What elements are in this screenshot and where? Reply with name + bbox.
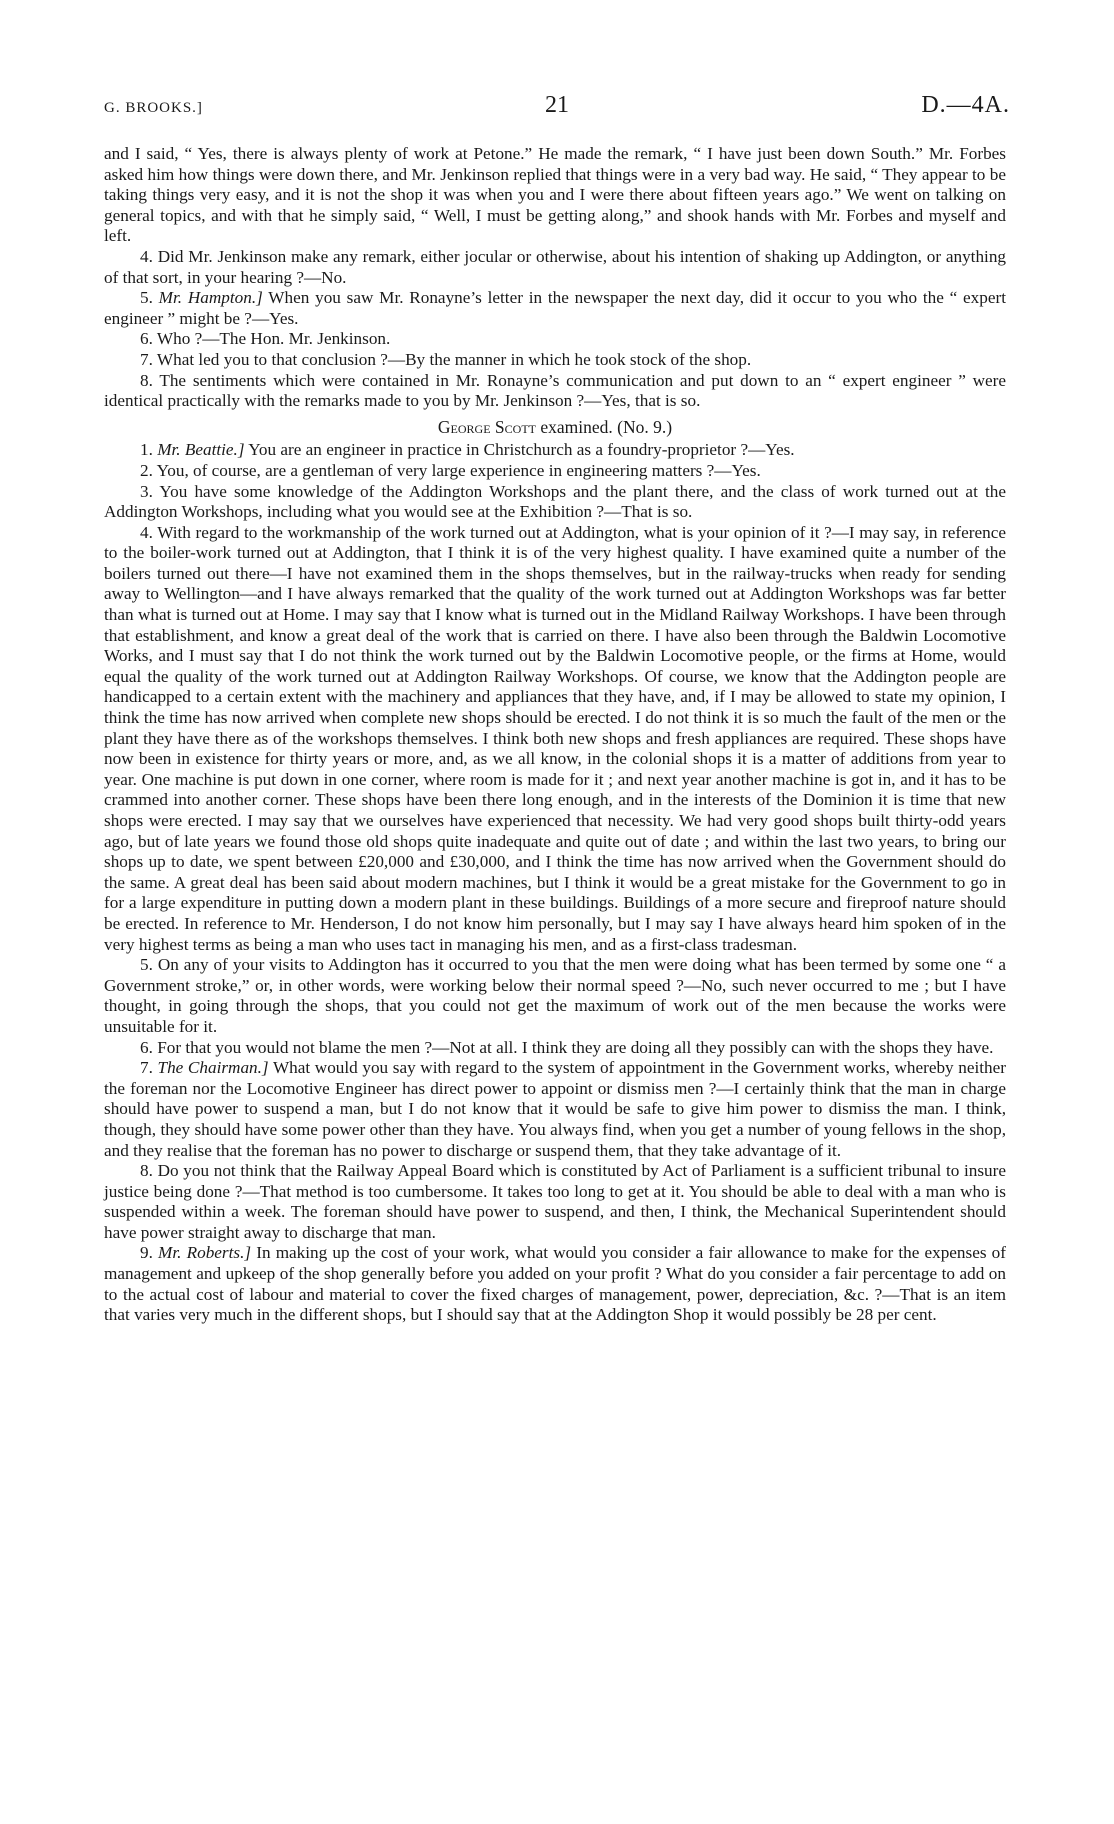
witness-running-head: G. BROOKS.] <box>104 100 203 116</box>
question-number: 8. <box>140 1161 153 1181</box>
question-paragraph <box>104 1243 1006 1325</box>
question-paragraph <box>104 247 1006 288</box>
question-text: With regard to the workmanship of the work turned out at Addington, what is your opinion of it ?—I may say, in reference to the boiler-work turned out at Addington, that I think it is of the very highest quality. I have examined quite a number of the boilers turned out there—I have not examined them in the shops themselves, but in the railway-trucks when ready for sending away to Wellington—and I have always remarked that the quality of the work turned out at Addington Workshops was far better than what is turned out at Home. I may say that I know what is turned out in the Midland Railway Workshops. I have been through that establishment, and know a great deal of the work that is carried on there. I have also been through the Baldwin Locomotive Works, and I must say that I do not think the work turned out by the Baldwin Locomotive people, or the firms at Home, would equal the quality of the work turned out at Addington Railway Workshops. Of course, we know that the Addington people are handicapped to a certain extent with the machinery and appliances that they have, and, if I may be allowed to state my opinion, I think the time has now arrived when complete new shops should be erected. I do not think it is so much the fault of the men or the plant they have there as of the workshops themselves. I think both new shops and fresh appliances are required. These shops have now been in existence for thirty years or more, and, as we all know, in the colonial shops it is a matter of additions from year to year. One machine is put down in one corner, where room is made for it ; and next year another machine is got in, and it has to be crammed into another corner. These shops have been there long enough, and in the interests of the Dominion it is time that new shops were erected. I may say that we ourselves have experienced that necessity. We had very good shops built thirty-odd years ago, but of late years we found those old shops quite inadequate and quite out of date ; and within the last two years, to bring our shops up to date, we spent between £20,000 and £30,000, and I think the time has now arrived when the Government should do the same. A great deal has been said about modern machines, but I think it would be a great mistake for the Government to go in for a large expenditure in putting down a modern plant in these buildings. Buildings of a more secure and fireproof nature should be erected. In reference to Mr. Henderson, I do not know him personally, but I may say I have always heard him spoken of in the very highest terms as being a man who uses tact in managing his men, and as a first-class tradesman. <box>104 522 1006 954</box>
question-paragraph <box>104 1161 1006 1243</box>
question-text: You are an engineer in practice in Christchurch as a foundry-proprietor ?—Yes. <box>248 440 795 460</box>
question-number: 7. <box>140 349 153 369</box>
question-number: 6. <box>140 329 153 349</box>
question-paragraph <box>104 350 1006 371</box>
question-paragraph <box>104 955 1006 1037</box>
question-paragraph <box>104 1058 1006 1161</box>
question-text: For that you would not blame the men ?—Not at all. I think they are doing all they possibly can with the shops they have. <box>157 1037 994 1057</box>
speaker-name: The Chairman.] <box>157 1058 269 1078</box>
question-paragraph <box>104 523 1006 955</box>
question-text: Do you not think that the Railway Appeal Board which is constituted by Act of Parliament is a sufficient tribunal to insure justice being done ?—That method is too cumbersome. It takes too long to get at it. You should be able to deal with a man who is suspended within a week. The foreman should have power to suspend, and then, I think, the Mechanical Superintendent should have power straight away to discharge that man. <box>104 1161 1006 1242</box>
question-paragraph <box>104 1038 1006 1059</box>
question-number: 4. <box>140 246 153 266</box>
question-paragraph <box>104 288 1006 329</box>
question-text: You, of course, are a gentleman of very large experience in engineering matters ?—Yes. <box>156 460 761 480</box>
speaker-name: Mr. Beattie.] <box>157 440 245 460</box>
question-paragraph <box>104 329 1006 350</box>
question-paragraph <box>104 482 1006 523</box>
question-text: What would you say with regard to the system of appointment in the Government works, whereby neither the foreman nor the Locomotive Engineer has direct power to appoint or dismiss men ?—I certainly think that the man in charge should have power to suspend a man, but I do not know that it would be safe to give him power to dismiss the man. I think, though, they should have some power other than they have. You always find, when you get a number of young fellows in the shop, and they realise that the foreman has no power to discharge or suspend them, that they take advantage of it. <box>104 1058 1006 1160</box>
continued-answer: and I said, “ Yes, there is always plenty of work at Petone.” He made the remark, “ I have just been down South.” Mr. Forbes asked him how things were down there, and Mr. Jenkinson replied that things were in a very bad way. He said, “ They appear to be taking things very easy, and it is not the shop it was when you and I were there about fifteen years ago.” We went on talking on general topics, and with that he simply said, “ Well, I must be getting along,” and shook hands with Mr. Forbes and myself and left. <box>104 144 1006 246</box>
paper-reference: D.—4A. <box>921 92 1010 118</box>
witness-number: (No. 9.) <box>617 416 673 437</box>
speaker-name: Mr. Roberts.] <box>158 1243 252 1263</box>
witness-name: George Scott <box>437 416 536 437</box>
question-number: 8. <box>140 370 153 390</box>
question-text: In making up the cost of your work, what would you consider a fair allowance to make for the expenses of management and upkeep of the shop generally before you added on your profit ? What do you consider a fair percentage to add on to the actual cost of labour and material to cover the fixed charges of management, power, depreciation, &c. ?—That is an item that varies very much in the different shops, but I should say that at the Addington Shop it would possibly be 28 per cent. <box>104 1243 1006 1325</box>
question-paragraph <box>104 440 1006 461</box>
brooks-questions <box>104 247 1006 412</box>
question-text: What led you to that conclusion ?—By the manner in which he took stock of the shop. <box>156 349 752 369</box>
question-number: 7. <box>140 1058 153 1078</box>
question-number: 3. <box>140 481 153 501</box>
question-text: You have some knowledge of the Addington Workshops and the plant there, and the class of work turned out at the Addington Workshops, including what you would see at the Exhibition ?—That is so. <box>104 481 1006 522</box>
question-text: Who ?—The Hon. Mr. Jenkinson. <box>156 329 391 349</box>
question-text: When you saw Mr. Ronayne’s letter in the newspaper the next day, did it occur to you who the “ expert engineer ” might be ?—Yes. <box>104 288 1006 328</box>
question-paragraph <box>104 461 1006 482</box>
question-text: Did Mr. Jenkinson make any remark, either jocular or otherwise, about his intention of shaking up Addington, or anything of that sort, in your hearing ?—No. <box>104 246 1007 287</box>
witness-heading-rest: examined. <box>540 416 613 437</box>
question-number: 9. <box>140 1243 153 1263</box>
page-header <box>104 92 1010 122</box>
question-number: 1. <box>140 440 153 460</box>
document-body <box>104 144 1006 1326</box>
question-number: 6. <box>140 1037 153 1057</box>
question-text: On any of your visits to Addington has it occurred to you that the men were doing what has been termed by some one “ a Government stroke,” or, in other words, were working below their normal speed ?—No, such never occurred to me ; but I have thought, in going through the shops, that you could not get the maximum of work out of the men because the works were unsuitable for it. <box>104 955 1007 1036</box>
question-number: 5. <box>140 955 153 975</box>
question-number: 2. <box>140 460 153 480</box>
speaker-name: Mr. Hampton.] <box>158 288 263 308</box>
question-text: The sentiments which were contained in Mr. Ronayne’s communication and put down to an “ expert engineer ” were identical practically with the remarks made to you by Mr. Jenkinson ?—Yes, that is so. <box>104 370 1006 411</box>
scott-questions <box>104 440 1006 1326</box>
page-number: 21 <box>545 92 569 118</box>
question-number: 5. <box>140 288 153 308</box>
witness-heading <box>104 417 1006 438</box>
question-number: 4. <box>140 522 153 542</box>
question-paragraph <box>104 371 1006 412</box>
